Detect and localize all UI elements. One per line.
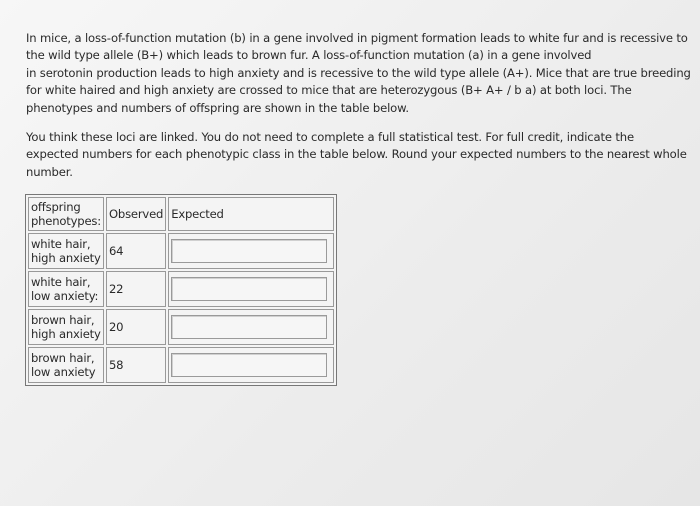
text-line: phenotypes and numbers of offspring are shown in the table below.	[26, 100, 409, 115]
expected-input-white-low[interactable]	[171, 277, 327, 301]
expected-cell	[168, 233, 334, 269]
text-line: number.	[26, 164, 73, 179]
expected-cell	[168, 309, 334, 345]
table-row	[28, 309, 334, 345]
observed-cell: 64	[106, 233, 166, 269]
header-phenotypes: offspring phenotypes:	[28, 197, 104, 231]
expected-cell	[168, 271, 334, 307]
header-observed: Observed	[106, 197, 166, 231]
expected-input-brown-low[interactable]	[171, 353, 327, 377]
text-line: in serotonin production leads to high anxiety and is recessive to the wild type allele (A+). Mice that are true breeding	[26, 65, 691, 80]
text-line: In mice, a loss-of-function mutation (b) in a gene involved in pigment formation leads to white fur and is recessive to	[26, 31, 688, 45]
table-header-row	[28, 197, 334, 231]
expected-input-white-high[interactable]	[171, 239, 327, 263]
observed-cell: 20	[106, 309, 166, 345]
problem-paragraph	[26, 30, 691, 117]
phenotype-cell: white hair, low anxiety:	[28, 271, 104, 307]
expected-input-brown-high[interactable]	[171, 315, 327, 339]
question-text	[26, 30, 691, 181]
table-row	[28, 347, 334, 383]
header-expected: Expected	[168, 197, 334, 231]
observed-cell: 58	[106, 347, 166, 383]
phenotype-cell: brown hair, high anxiety	[28, 309, 104, 345]
table-row	[28, 271, 334, 307]
instruction-paragraph	[26, 129, 687, 181]
phenotype-cell: white hair, high anxiety	[28, 233, 104, 269]
phenotype-cell: brown hair, low anxiety	[28, 347, 104, 383]
text-line: You think these loci are linked. You do not need to complete a full statistical test. For full credit, indicate the	[26, 130, 634, 145]
text-line: the wild type allele (B+) which leads to brown fur. A loss-of-function mutation (a) in a gene involved	[26, 48, 592, 63]
text-line: for white haired and high anxiety are crossed to mice that are heterozygous (B+ A+ / b a) at both loci. The	[26, 83, 632, 98]
expected-cell	[168, 347, 334, 383]
observed-cell: 22	[106, 271, 166, 307]
offspring-table	[25, 194, 337, 386]
text-line: expected numbers for each phenotypic class in the table below. Round your expected numbers to the nearest whole	[26, 147, 687, 162]
table-row	[28, 233, 334, 269]
